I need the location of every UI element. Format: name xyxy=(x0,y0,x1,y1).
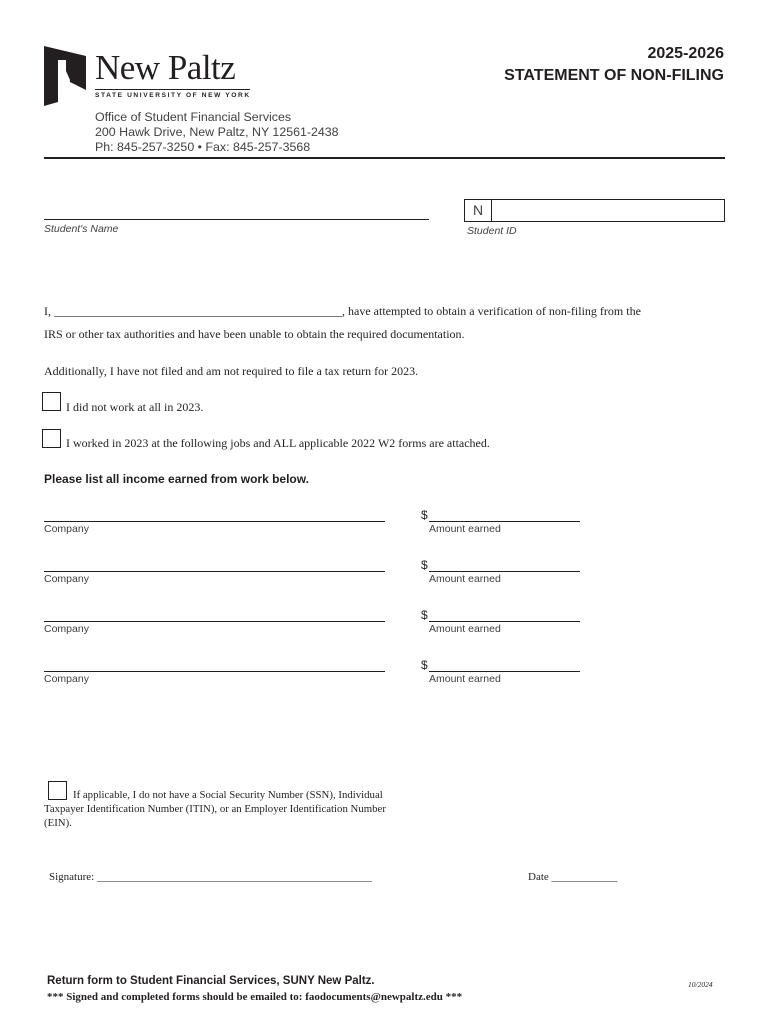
student-id-prefix: N xyxy=(465,200,492,221)
ssn-line-3: (EIN). xyxy=(44,817,72,829)
worked-checkbox[interactable] xyxy=(42,429,61,448)
company-field-3[interactable] xyxy=(44,621,385,622)
company-label: Company xyxy=(44,673,89,685)
new-paltz-logo-mark-icon xyxy=(44,46,86,106)
statement-line-1 xyxy=(44,304,641,319)
no-ssn-checkbox[interactable] xyxy=(48,781,67,800)
date-line xyxy=(528,871,618,883)
signature-field[interactable]: __________________________________________________ xyxy=(96,871,372,883)
logo-wordmark: New Paltz xyxy=(95,48,236,87)
signature-label: Signature: xyxy=(49,871,95,883)
logo-rule xyxy=(95,89,250,90)
amount-label: Amount earned xyxy=(429,573,501,585)
dollar-sign: $ xyxy=(421,658,428,672)
statement-line-1-end: have attempted to obtain a verification of non-filing from the xyxy=(348,304,641,318)
date-label: Date xyxy=(528,871,549,883)
dollar-sign: $ xyxy=(421,508,428,522)
header-divider xyxy=(44,157,725,159)
amount-label: Amount earned xyxy=(429,623,501,635)
statement-line-2: IRS or other tax authorities and have been unable to obtain the required documentation. xyxy=(44,327,465,341)
company-field-2[interactable] xyxy=(44,571,385,572)
student-name-label: Student's Name xyxy=(44,223,119,235)
date-field[interactable]: ____________ xyxy=(551,871,618,883)
student-id-label: Student ID xyxy=(467,225,517,237)
ssn-line-1: If applicable, I do not have a Social Security Number (SSN), Individual xyxy=(73,789,383,801)
amount-field-3[interactable] xyxy=(429,621,580,622)
student-id-field[interactable] xyxy=(464,199,725,222)
student-name-field[interactable] xyxy=(44,219,429,220)
signature-line xyxy=(49,871,372,883)
company-label: Company xyxy=(44,573,89,585)
logo-tagline: STATE UNIVERSITY OF NEW YORK xyxy=(95,92,251,99)
company-label: Company xyxy=(44,623,89,635)
form-year: 2025-2026 xyxy=(647,45,724,62)
company-field-4[interactable] xyxy=(44,671,385,672)
dollar-sign: $ xyxy=(421,608,428,622)
amount-field-4[interactable] xyxy=(429,671,580,672)
company-field-1[interactable] xyxy=(44,521,385,522)
office-name: Office of Student Financial Services xyxy=(95,110,292,124)
company-label: Company xyxy=(44,523,89,535)
dollar-sign: $ xyxy=(421,558,428,572)
amount-field-1[interactable] xyxy=(429,521,580,522)
amount-label: Amount earned xyxy=(429,523,501,535)
worked-label: I worked in 2023 at the following jobs and ALL applicable 2022 W2 forms are attached. xyxy=(66,436,490,450)
statement-name-blank[interactable]: ________________________________________________, xyxy=(54,304,345,318)
no-work-checkbox[interactable] xyxy=(42,392,61,411)
statement-i: I, xyxy=(44,304,51,318)
statement-line-3: Additionally, I have not filed and am not required to file a tax return for 2023. xyxy=(44,364,419,378)
office-address: 200 Hawk Drive, New Paltz, NY 12561-2438 xyxy=(95,125,339,139)
amount-field-2[interactable] xyxy=(429,571,580,572)
amount-label: Amount earned xyxy=(429,673,501,685)
email-instructions: *** Signed and completed forms should be emailed to: faodocuments@newpaltz.edu *** xyxy=(47,991,463,1003)
income-heading: Please list all income earned from work below. xyxy=(44,472,309,486)
return-instructions: Return form to Student Financial Services, SUNY New Paltz. xyxy=(47,975,375,987)
form-title: STATEMENT OF NON-FILING xyxy=(504,67,724,84)
revision-date: 10/2024 xyxy=(688,980,713,989)
office-phone-fax: Ph: 845-257-3250 • Fax: 845-257-3568 xyxy=(95,140,311,154)
ssn-line-2: Taxpayer Identification Number (ITIN), or an Employer Identification Number xyxy=(44,803,386,815)
no-work-label: I did not work at all in 2023. xyxy=(66,400,204,414)
